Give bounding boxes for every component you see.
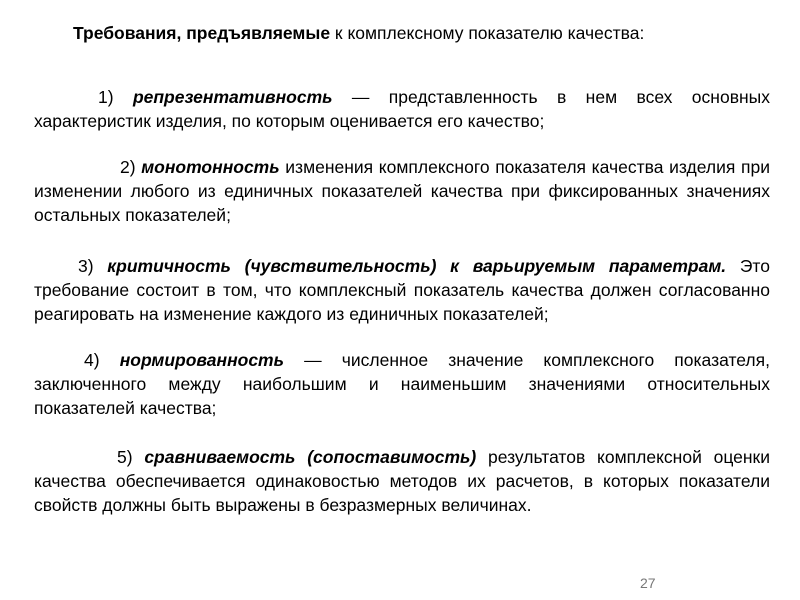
- requirement-2: [34, 155, 770, 227]
- title-bold-part: Требования, предъявляемые: [73, 23, 331, 43]
- requirement-3-text: Это требование состоит в том, что комплексный показатель качества должен согласованно реагировать на изменение каждого из единичных показателей;: [34, 256, 770, 324]
- requirement-4-number: 4): [84, 350, 120, 370]
- slide-title: [73, 22, 773, 44]
- requirement-5: [34, 445, 770, 517]
- requirement-1: [34, 85, 770, 133]
- requirement-5-number: 5): [117, 447, 145, 467]
- requirement-5-text: результатов комплексной оценки качества обеспечивается одинаковостью методов их расчетов, в которых показатели свойств должны быть выражены в безразмерных величинах.: [34, 447, 770, 515]
- requirement-3-number: 3): [78, 256, 108, 276]
- requirement-2-term: монотонность: [141, 157, 280, 177]
- requirement-3: [34, 254, 770, 326]
- title-rest-part: к комплексному показателю качества:: [330, 23, 645, 43]
- requirement-4-text: — численное значение комплексного показателя, заключенного между наибольшим и наименьшим значениями относительных показателей качества;: [34, 350, 770, 418]
- requirement-1-number: 1): [98, 87, 133, 107]
- requirement-2-number: 2): [120, 157, 142, 177]
- requirement-1-term: репрезентативность: [132, 87, 333, 107]
- requirement-4-term: нормированность: [119, 350, 285, 370]
- slide-number: 27: [640, 575, 656, 591]
- requirement-5-term: сравниваемость (сопоставимость): [144, 447, 477, 467]
- requirement-2-text: изменения комплексного показателя качества изделия при изменении любого из единичных показателей качества при фиксированных значениях остальных показателей;: [34, 157, 770, 225]
- requirement-4: [34, 348, 770, 420]
- requirement-1-text: — представленность в нем всех основных характеристик изделия, по которым оценивается его качество;: [34, 87, 770, 131]
- requirement-3-term: критичность (чувствительность) к варьируемым параметрам.: [107, 256, 727, 276]
